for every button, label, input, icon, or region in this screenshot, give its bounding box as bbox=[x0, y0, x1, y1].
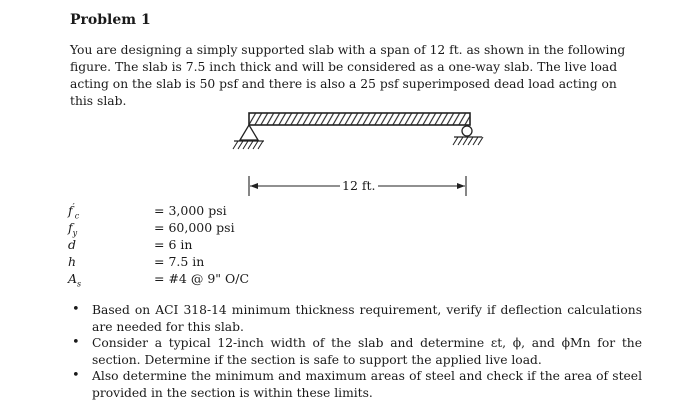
param-fc bbox=[68, 203, 308, 220]
task-item: • Also determine the minimum and maximum areas of steel and check if the area of steel provided in the section is within these limits. bbox=[70, 368, 642, 401]
slab-beam bbox=[249, 113, 470, 125]
param-h bbox=[68, 254, 308, 271]
span-label: 12 ft. bbox=[342, 178, 376, 193]
task-list bbox=[70, 302, 642, 402]
param-d bbox=[68, 237, 308, 254]
roller-support-icon bbox=[453, 126, 483, 145]
task-item: • Based on ACI 318-14 minimum thickness requirement, verify if deflection calculations are needed for this slab. bbox=[70, 302, 642, 335]
slab-figure bbox=[0, 0, 700, 200]
param-value: = 7.5 in bbox=[154, 254, 205, 269]
param-value: = 6 in bbox=[154, 237, 193, 252]
problem-statement: You are designing a simply supported slab with a span of 12 ft. as shown in the following figure. The slab is 7.5 inch thick and will be considered as a one-way slab. The live load acting on the slab is 50 psf and there is also a 25 psf superimposed dead load acting on this slab. bbox=[70, 43, 626, 108]
param-value: = 60,000 psi bbox=[154, 220, 235, 235]
param-value: = #4 @ 9" O/C bbox=[154, 271, 250, 286]
param-symbol: $A_s$ bbox=[68, 271, 82, 289]
param-symbol: h bbox=[68, 254, 77, 269]
param-symbol: d bbox=[68, 237, 77, 252]
param-symbol: $f_y$ bbox=[68, 220, 78, 238]
problem-title: Problem 1 bbox=[70, 12, 151, 28]
param-fy bbox=[68, 220, 308, 237]
pin-support-icon bbox=[233, 125, 264, 149]
param-value: = 3,000 psi bbox=[154, 203, 227, 218]
param-symbol: $f'_c$ bbox=[68, 203, 80, 221]
param-as bbox=[68, 271, 308, 288]
task-item: • Consider a typical 12-inch width of the slab and determine εt, ϕ, and ϕMn for the section. Determine if the section is safe to support the applied live load. bbox=[70, 335, 642, 368]
